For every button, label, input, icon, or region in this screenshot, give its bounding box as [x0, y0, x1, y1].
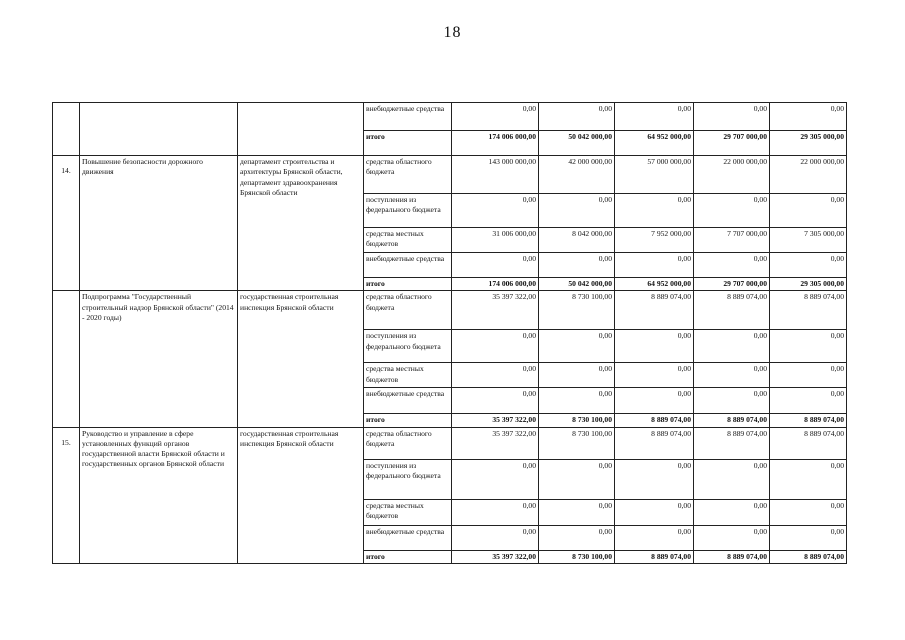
- amount-cell: 0,00: [452, 194, 539, 228]
- amount-cell: 0,00: [770, 499, 847, 525]
- amount-cell: 42 000 000,00: [539, 156, 615, 194]
- amount-cell: 0,00: [694, 363, 770, 388]
- funding-source: итого: [364, 414, 452, 427]
- responsible-executor: государственная строительная инспекция Брянской области: [238, 291, 364, 427]
- table-row: [53, 291, 847, 330]
- amount-cell: 0,00: [539, 330, 615, 363]
- measure-title: Подпрограмма "Государственный строительный надзор Брянской области" (2014 - 2020 годы): [80, 291, 238, 427]
- amount-cell: 0,00: [452, 253, 539, 278]
- table-row: [53, 103, 847, 131]
- amount-cell: 0,00: [770, 253, 847, 278]
- amount-cell: 0,00: [770, 459, 847, 499]
- amount-cell: 0,00: [452, 499, 539, 525]
- amount-cell: 0,00: [615, 388, 694, 414]
- amount-cell: 174 006 000,00: [452, 131, 539, 156]
- funding-source: поступления из федерального бюджета: [364, 459, 452, 499]
- amount-cell: 0,00: [452, 388, 539, 414]
- funding-source: поступления из федерального бюджета: [364, 330, 452, 363]
- amount-cell: 0,00: [615, 459, 694, 499]
- amount-cell: 22 000 000,00: [770, 156, 847, 194]
- amount-cell: 0,00: [615, 330, 694, 363]
- funding-source: внебюджетные средства: [364, 388, 452, 414]
- amount-cell: 8 889 074,00: [694, 427, 770, 459]
- amount-cell: 8 889 074,00: [615, 550, 694, 563]
- amount-cell: 0,00: [694, 103, 770, 131]
- amount-cell: 29 707 000,00: [694, 278, 770, 291]
- amount-cell: 0,00: [694, 459, 770, 499]
- amount-cell: 0,00: [539, 525, 615, 550]
- amount-cell: 0,00: [694, 388, 770, 414]
- responsible-executor: [238, 103, 364, 156]
- amount-cell: 0,00: [770, 388, 847, 414]
- amount-cell: 35 397 322,00: [452, 414, 539, 427]
- amount-cell: 8 730 100,00: [539, 427, 615, 459]
- amount-cell: 8 889 074,00: [615, 291, 694, 330]
- amount-cell: 7 707 000,00: [694, 228, 770, 253]
- amount-cell: 8 889 074,00: [770, 414, 847, 427]
- table-row: [53, 427, 847, 459]
- amount-cell: 0,00: [539, 363, 615, 388]
- amount-cell: 8 889 074,00: [770, 291, 847, 330]
- funding-source: средства местных бюджетов: [364, 363, 452, 388]
- amount-cell: 0,00: [770, 363, 847, 388]
- amount-cell: 0,00: [452, 525, 539, 550]
- amount-cell: 0,00: [539, 253, 615, 278]
- amount-cell: 8 730 100,00: [539, 414, 615, 427]
- amount-cell: 8 889 074,00: [615, 414, 694, 427]
- funding-source: поступления из федерального бюджета: [364, 194, 452, 228]
- measure-title: Повышение безопасности дорожного движения: [80, 156, 238, 291]
- amount-cell: 0,00: [539, 459, 615, 499]
- amount-cell: 50 042 000,00: [539, 278, 615, 291]
- amount-cell: 0,00: [539, 103, 615, 131]
- funding-source: итого: [364, 550, 452, 563]
- amount-cell: 0,00: [694, 499, 770, 525]
- item-number: [53, 103, 80, 156]
- funding-source: средства областного бюджета: [364, 427, 452, 459]
- funding-source: средства областного бюджета: [364, 291, 452, 330]
- funding-source: средства местных бюджетов: [364, 499, 452, 525]
- amount-cell: 8 889 074,00: [615, 427, 694, 459]
- amount-cell: 7 952 000,00: [615, 228, 694, 253]
- amount-cell: 0,00: [539, 194, 615, 228]
- funding-source: итого: [364, 131, 452, 156]
- amount-cell: 8 889 074,00: [694, 550, 770, 563]
- amount-cell: 0,00: [452, 459, 539, 499]
- amount-cell: 0,00: [452, 363, 539, 388]
- amount-cell: 0,00: [694, 330, 770, 363]
- amount-cell: 50 042 000,00: [539, 131, 615, 156]
- item-number: [53, 291, 80, 427]
- amount-cell: 64 952 000,00: [615, 131, 694, 156]
- amount-cell: 29 305 000,00: [770, 131, 847, 156]
- amount-cell: 0,00: [539, 388, 615, 414]
- amount-cell: 35 397 322,00: [452, 550, 539, 563]
- amount-cell: 8 889 074,00: [694, 414, 770, 427]
- amount-cell: 0,00: [615, 525, 694, 550]
- amount-cell: 57 000 000,00: [615, 156, 694, 194]
- amount-cell: 0,00: [615, 363, 694, 388]
- amount-cell: 8 042 000,00: [539, 228, 615, 253]
- amount-cell: 0,00: [694, 525, 770, 550]
- amount-cell: 35 397 322,00: [452, 427, 539, 459]
- amount-cell: 64 952 000,00: [615, 278, 694, 291]
- amount-cell: 0,00: [615, 253, 694, 278]
- amount-cell: 29 707 000,00: [694, 131, 770, 156]
- amount-cell: 22 000 000,00: [694, 156, 770, 194]
- amount-cell: 143 000 000,00: [452, 156, 539, 194]
- amount-cell: 0,00: [615, 194, 694, 228]
- amount-cell: 0,00: [770, 525, 847, 550]
- responsible-executor: государственная строительная инспекция Брянской области: [238, 427, 364, 563]
- amount-cell: 0,00: [539, 499, 615, 525]
- amount-cell: 0,00: [452, 330, 539, 363]
- amount-cell: 0,00: [770, 330, 847, 363]
- funding-source: внебюджетные средства: [364, 253, 452, 278]
- amount-cell: 0,00: [770, 194, 847, 228]
- amount-cell: 35 397 322,00: [452, 291, 539, 330]
- amount-cell: 8 730 100,00: [539, 550, 615, 563]
- amount-cell: 8 889 074,00: [770, 550, 847, 563]
- amount-cell: 8 889 074,00: [694, 291, 770, 330]
- amount-cell: 174 006 000,00: [452, 278, 539, 291]
- amount-cell: 31 006 000,00: [452, 228, 539, 253]
- item-number: 15.: [53, 427, 80, 563]
- amount-cell: 8 889 074,00: [770, 427, 847, 459]
- table-row: [53, 156, 847, 194]
- amount-cell: 0,00: [694, 194, 770, 228]
- measure-title: Руководство и управление в сфере установленных функций органов государственной власти Брянской области и государственных органов Брянской области: [80, 427, 238, 563]
- amount-cell: 29 305 000,00: [770, 278, 847, 291]
- funding-source: средства областного бюджета: [364, 156, 452, 194]
- funding-source: внебюджетные средства: [364, 525, 452, 550]
- amount-cell: 0,00: [615, 499, 694, 525]
- budget-table: [52, 102, 847, 564]
- measure-title: [80, 103, 238, 156]
- amount-cell: 0,00: [770, 103, 847, 131]
- item-number: 14.: [53, 156, 80, 291]
- amount-cell: 0,00: [615, 103, 694, 131]
- amount-cell: 0,00: [694, 253, 770, 278]
- funding-source: внебюджетные средства: [364, 103, 452, 131]
- amount-cell: 7 305 000,00: [770, 228, 847, 253]
- funding-source: итого: [364, 278, 452, 291]
- amount-cell: 8 730 100,00: [539, 291, 615, 330]
- responsible-executor: департамент строительства и архитектуры Брянской области, департамент здравоохранения Брянской области: [238, 156, 364, 291]
- amount-cell: 0,00: [452, 103, 539, 131]
- funding-source: средства местных бюджетов: [364, 228, 452, 253]
- page-number: 18: [443, 24, 462, 41]
